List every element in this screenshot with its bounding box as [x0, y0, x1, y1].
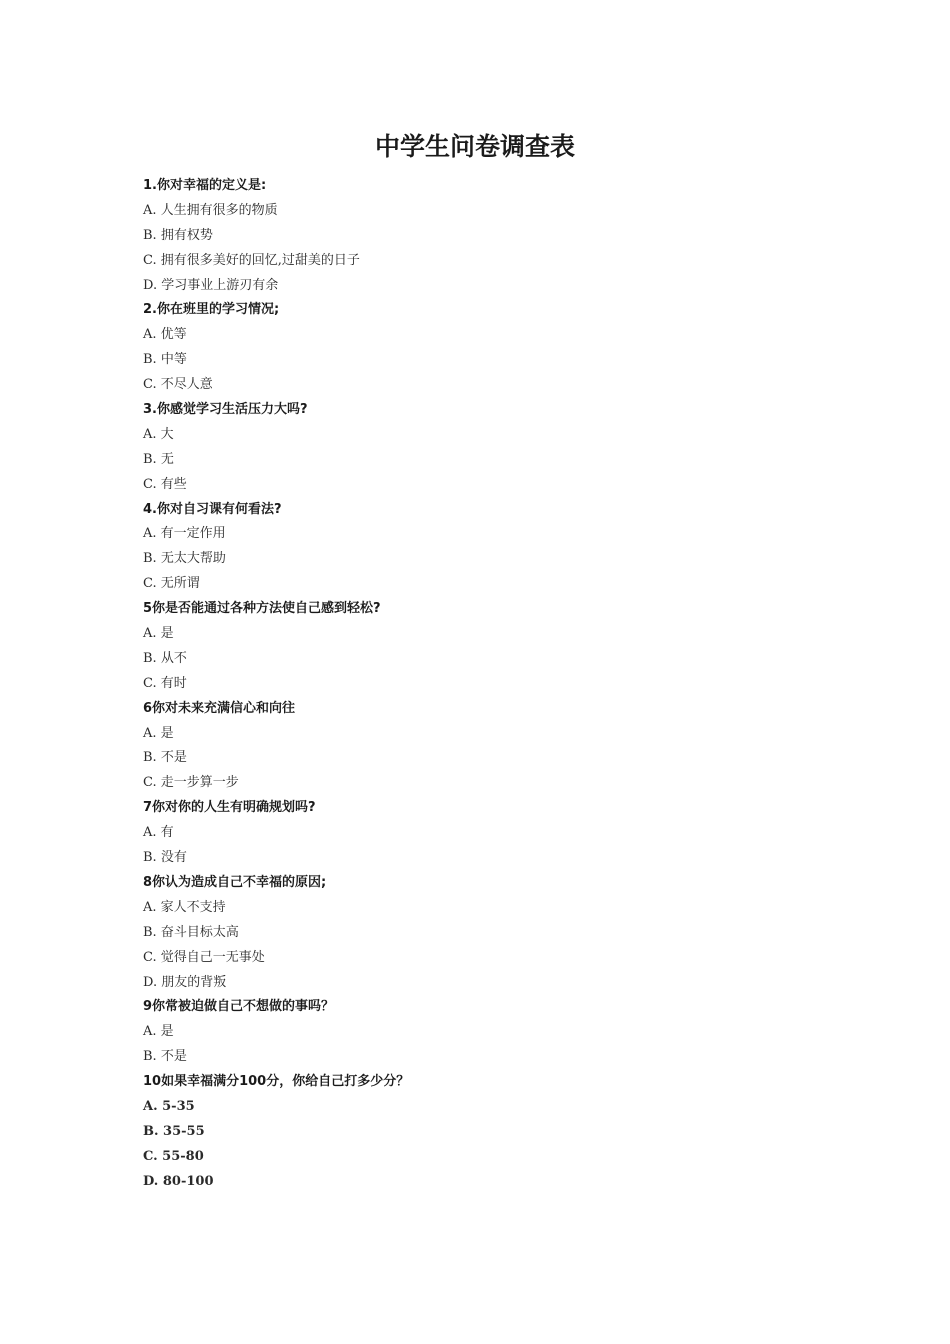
answer-option: C. 拥有很多美好的回忆,过甜美的日子 — [143, 252, 360, 268]
answer-option: A. 大 — [143, 426, 174, 442]
answer-option: A. 是 — [143, 725, 174, 741]
answer-option: B. 没有 — [143, 850, 187, 866]
answer-option: A. 优等 — [143, 327, 187, 343]
answer-option: A. 有 — [143, 825, 174, 841]
answer-option: A. 5-35 — [143, 1098, 195, 1114]
question-text: 7你对你的人生有明确规划吗? — [143, 800, 316, 816]
answer-option: A. 有一定作用 — [143, 526, 226, 542]
answer-option: D. 朋友的背叛 — [143, 974, 227, 990]
question-text: 10如果幸福满分100分，你给自己打多少分？ — [143, 1074, 410, 1090]
answer-option: A. 是 — [143, 626, 174, 642]
answer-option: C. 有时 — [143, 675, 187, 691]
answer-option: A. 人生拥有很多的物质 — [143, 202, 278, 218]
answer-option: B. 中等 — [143, 352, 187, 368]
question-text: 1.你对幸福的定义是: — [143, 178, 267, 193]
answer-option: B. 拥有权势 — [143, 227, 213, 243]
answer-option: B. 无 — [143, 451, 174, 467]
question-text: 9你常被迫做自己不想做的事吗？ — [143, 999, 335, 1015]
answer-option: C. 走一步算一步 — [143, 775, 239, 791]
answer-option: C. 觉得自己一无事处 — [143, 949, 265, 965]
questionnaire — [143, 174, 843, 1195]
answer-option: D. 80-100 — [143, 1173, 214, 1189]
question-text: 2.你在班里的学习情况; — [143, 302, 280, 318]
answer-option: B. 不是 — [143, 750, 187, 766]
question-block — [143, 174, 843, 298]
answer-option: B. 无太大帮助 — [143, 551, 226, 567]
question-text: 4.你对自习课有何看法? — [143, 501, 282, 517]
answer-option: B. 不是 — [143, 1049, 187, 1065]
question-text: 6你对未来充满信心和向往 — [143, 700, 296, 716]
question-block — [143, 498, 843, 598]
question-block — [143, 796, 843, 871]
answer-option: B. 35-55 — [143, 1123, 205, 1139]
answer-option: C. 有些 — [143, 476, 187, 492]
question-block — [143, 298, 843, 398]
question-block — [143, 597, 843, 697]
question-block — [143, 697, 843, 797]
answer-option: B. 从不 — [143, 650, 187, 666]
question-text: 8你认为造成自己不幸福的原因; — [143, 874, 327, 890]
answer-option: D. 学习事业上游刃有余 — [143, 277, 279, 293]
answer-option: C. 不尽人意 — [143, 377, 213, 393]
question-text: 3.你感觉学习生活压力大吗? — [143, 402, 308, 418]
question-block — [143, 398, 843, 498]
question-text: 5你是否能通过各种方法使自己感到轻松? — [143, 601, 381, 617]
answer-option: C. 无所谓 — [143, 576, 200, 592]
answer-option: C. 55-80 — [143, 1148, 204, 1164]
question-block — [143, 995, 843, 1070]
answer-option: A. 家人不支持 — [143, 899, 226, 915]
question-block — [143, 1070, 843, 1194]
answer-option: A. 是 — [143, 1024, 174, 1040]
document-title: 中学生问卷调查表 — [374, 132, 575, 161]
answer-option: B. 奋斗目标太高 — [143, 924, 239, 940]
question-block — [143, 871, 843, 995]
